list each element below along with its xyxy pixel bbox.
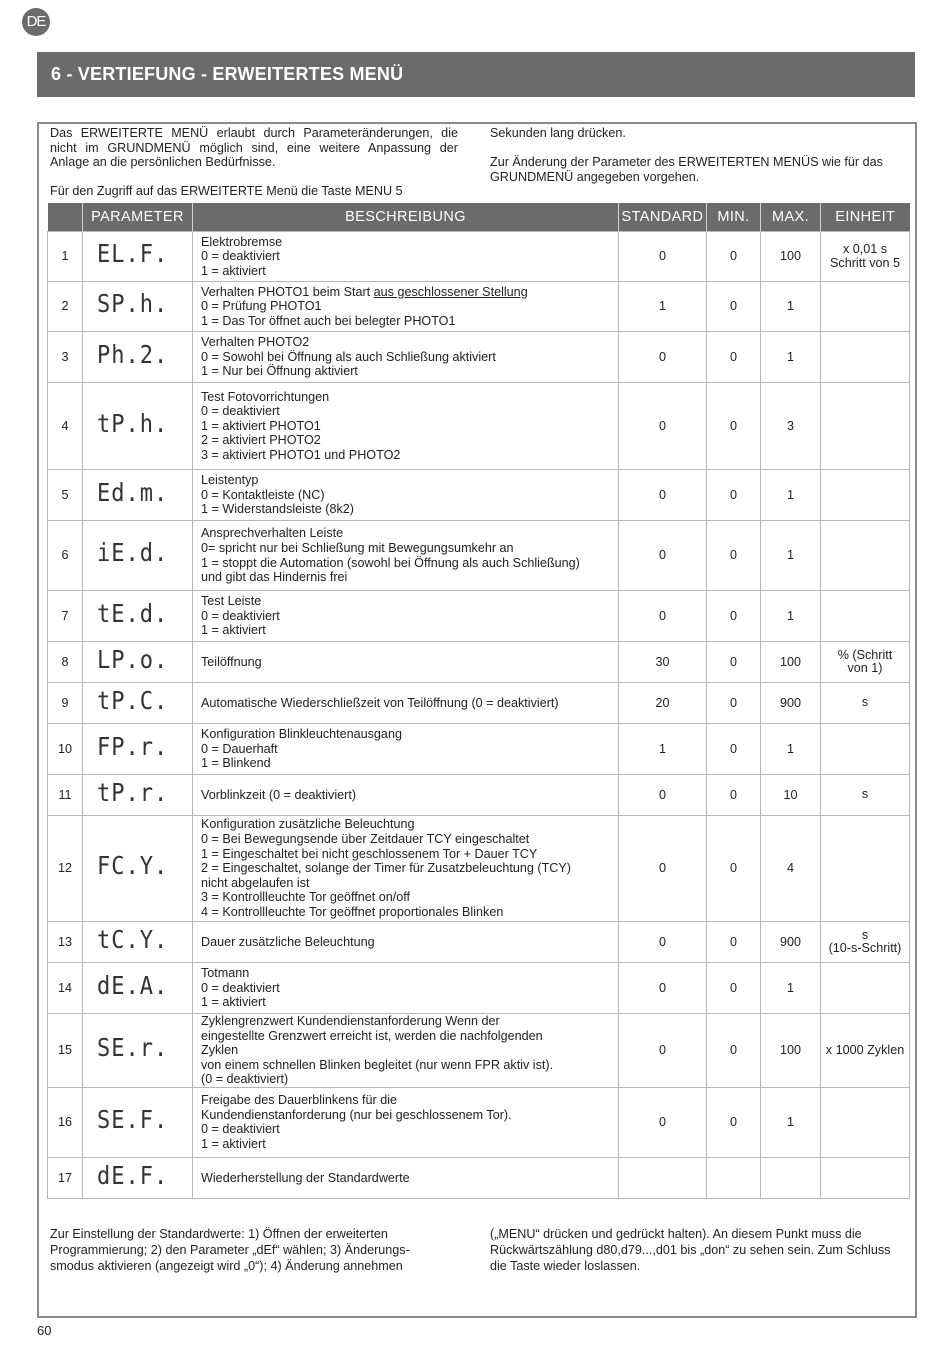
standard-value: 1: [619, 282, 707, 332]
parameter-code: [83, 591, 193, 642]
row-number: 6: [48, 521, 83, 591]
parameter-code-text: FC.Y.: [97, 852, 169, 881]
standard-value: 0: [619, 775, 707, 816]
row-number: 9: [48, 683, 83, 724]
description-line: Teilöffnung: [201, 654, 262, 669]
standard-value: 0: [619, 1087, 707, 1157]
unit-line: s: [861, 787, 869, 802]
max-value: 1: [761, 963, 821, 1014]
parameter-code: [83, 332, 193, 383]
min-value: 0: [707, 816, 761, 922]
row-number: 1: [48, 232, 83, 282]
unit-line: x 0,01 s: [842, 242, 888, 256]
parameter-code-text: FP.r.: [97, 732, 169, 762]
parameter-code-text: tC.Y.: [97, 925, 169, 955]
unit-line: s: [861, 695, 869, 710]
row-number: 15: [48, 1014, 83, 1088]
parameter-description: [193, 1157, 619, 1198]
section-title: 6 - VERTIEFUNG - ERWEITERTES MENÜ: [51, 64, 404, 84]
description-line: Verhalten PHOTO1 beim Start aus geschlossener Stellung: [201, 284, 528, 299]
parameter-description: [193, 642, 619, 683]
parameter-code-text: iE.d.: [97, 539, 169, 568]
description-line: 1 = aktiviert PHOTO1: [201, 418, 321, 433]
header-standard: STANDARD: [619, 203, 707, 232]
parameter-code: [83, 521, 193, 591]
table-row: [48, 282, 910, 332]
parameter-code: [83, 724, 193, 775]
table-row: [48, 775, 910, 816]
min-value: 0: [707, 1014, 761, 1088]
max-value: 100: [761, 1014, 821, 1088]
table-row: [48, 383, 910, 470]
max-value: 4: [761, 816, 821, 922]
language-badge: DE: [22, 8, 50, 36]
description-line: 0 = deaktiviert: [201, 980, 280, 995]
min-value: 0: [707, 922, 761, 963]
standard-value: 0: [619, 1014, 707, 1088]
table-row: [48, 724, 910, 775]
max-value: 1: [761, 470, 821, 521]
max-value: 100: [761, 642, 821, 683]
max-value: [761, 1157, 821, 1198]
standard-value: 1: [619, 724, 707, 775]
unit-line: Schritt von 5: [830, 255, 900, 270]
description-line: 3 = Kontrollleuchte Tor geöffnet on/off: [201, 890, 411, 905]
standard-value: 20: [619, 683, 707, 724]
unit-value: [821, 816, 910, 922]
parameter-code-text: tP.C.: [97, 686, 169, 716]
description-line: Zyklen: [201, 1043, 239, 1058]
parameter-code-text: dE.A.: [97, 971, 169, 1001]
min-value: 0: [707, 332, 761, 383]
header-min: MIN.: [707, 203, 761, 232]
max-value: 1: [761, 1087, 821, 1157]
table-row: [48, 232, 910, 282]
description-line: Test Fotovorrichtungen: [201, 389, 330, 404]
max-value: 1: [761, 332, 821, 383]
unit-value: [821, 282, 910, 332]
description-line: 1 = aktiviert: [201, 263, 266, 278]
parameter-description: [193, 775, 619, 816]
standard-value: 0: [619, 332, 707, 383]
parameter-code-text: dE.F.: [97, 1161, 169, 1191]
description-line: 1 = Blinkend: [201, 756, 271, 771]
parameter-description: [193, 521, 619, 591]
min-value: 0: [707, 470, 761, 521]
parameter-description: [193, 470, 619, 521]
parameter-code: [83, 922, 193, 963]
header-unit: EINHEIT: [821, 203, 910, 232]
parameter-code-text: SE.F.: [97, 1106, 169, 1135]
parameter-code-text: EL.F.: [97, 240, 169, 269]
unit-value: [821, 383, 910, 470]
outro-paragraph: Zur Einstellung der Standardwerte: 1) Öffnen der erweiterten Programmierung; 2) den Parameter „dEf“ wählen; 3) Änderungs-smodus aktivieren (angezeigt wird „0“); 4) Änderung annehmen: [50, 1227, 410, 1273]
description-line: 0= spricht nur bei Schließung mit Bewegungsumkehr an: [201, 540, 514, 555]
parameter-description: [193, 1087, 619, 1157]
parameter-code: [83, 683, 193, 724]
description-line: von einem schnellen Blinken begleitet (nur wenn FPR aktiv ist).: [201, 1057, 554, 1072]
description-line: 1 = Das Tor öffnet auch bei belegter PHOTO1: [201, 313, 456, 328]
description-line: Leistentyp: [201, 473, 259, 488]
max-value: 900: [761, 683, 821, 724]
row-number: 3: [48, 332, 83, 383]
parameter-description: [193, 963, 619, 1014]
min-value: 0: [707, 591, 761, 642]
min-value: 0: [707, 521, 761, 591]
table-row: [48, 521, 910, 591]
outro-left-column: [50, 1226, 450, 1274]
unit-value: [821, 470, 910, 521]
parameter-description: [193, 816, 619, 922]
description-line: 1 = Eingeschaltet bei nicht geschlossenem Tor + Dauer TCY: [201, 846, 538, 861]
description-line: Konfiguration zusätzliche Beleuchtung: [201, 817, 415, 832]
header-max: MAX.: [761, 203, 821, 232]
min-value: 0: [707, 724, 761, 775]
description-line: Totmann: [201, 966, 250, 981]
unit-value: [821, 521, 910, 591]
unit-line: (10-s-Schritt): [828, 941, 902, 955]
unit-value: [821, 232, 910, 282]
row-number: 17: [48, 1157, 83, 1198]
description-line: Wiederherstellung der Standardwerte: [201, 1170, 410, 1185]
unit-value: [821, 724, 910, 775]
description-line: Ansprechverhalten Leiste: [201, 526, 344, 541]
description-line: 1 = aktiviert: [201, 1137, 266, 1152]
unit-value: [821, 922, 910, 963]
table-row: [48, 922, 910, 963]
table-row: [48, 1157, 910, 1198]
parameter-table: [47, 203, 910, 1199]
row-number: 16: [48, 1087, 83, 1157]
description-line: 1 = Widerstandsleiste (8k2): [201, 502, 354, 517]
table-row: [48, 1087, 910, 1157]
table-row: [48, 332, 910, 383]
parameter-description: [193, 922, 619, 963]
row-number: 2: [48, 282, 83, 332]
header-number: [48, 203, 83, 232]
description-line: 0 = Kontaktleiste (NC): [201, 487, 325, 502]
parameter-code: [83, 282, 193, 332]
unit-line: von 1): [847, 661, 883, 675]
parameter-code: [83, 1087, 193, 1157]
parameter-code-text: SP.h.: [97, 290, 169, 319]
standard-value: 0: [619, 232, 707, 282]
unit-line: s: [861, 927, 869, 942]
parameter-code: [83, 470, 193, 521]
max-value: 1: [761, 282, 821, 332]
description-line: 1 = aktiviert: [201, 995, 266, 1010]
description-line: (0 = deaktiviert): [201, 1072, 289, 1087]
row-number: 10: [48, 724, 83, 775]
description-line: 0 = deaktiviert: [201, 249, 280, 264]
parameter-code: [83, 232, 193, 282]
header-parameter: PARAMETER: [83, 203, 193, 232]
standard-value: 0: [619, 591, 707, 642]
table-row: [48, 683, 910, 724]
section-title-bar: [37, 52, 915, 97]
row-number: 5: [48, 470, 83, 521]
intro-left-column: [50, 126, 458, 214]
max-value: 1: [761, 724, 821, 775]
description-line: Dauer zusätzliche Beleuchtung: [201, 934, 375, 949]
unit-value: [821, 1087, 910, 1157]
description-line: 4 = Kontrollleuchte Tor geöffnet proportionales Blinken: [201, 904, 504, 919]
standard-value: 0: [619, 922, 707, 963]
unit-value: [821, 963, 910, 1014]
description-line: 3 = aktiviert PHOTO1 und PHOTO2: [201, 447, 401, 462]
table-row: [48, 642, 910, 683]
description-line: nicht abgelaufen ist: [201, 875, 310, 890]
description-line: 0 = Sowohl bei Öffnung als auch Schließung aktiviert: [201, 349, 496, 364]
unit-value: [821, 775, 910, 816]
parameter-code: [83, 816, 193, 922]
description-line: 1 = aktiviert: [201, 623, 266, 638]
description-line: Zyklengrenzwert Kundendienstanforderung Wenn der: [201, 1014, 500, 1028]
description-line: Test Leiste: [201, 594, 262, 609]
row-number: 13: [48, 922, 83, 963]
description-line: Konfiguration Blinkleuchtenausgang: [201, 727, 402, 742]
parameter-code-text: tP.h.: [97, 409, 169, 439]
page-number: 60: [37, 1323, 52, 1338]
description-line: 0 = Bei Bewegungsende über Zeitdauer TCY eingeschaltet: [201, 832, 530, 847]
standard-value: 0: [619, 383, 707, 470]
intro-paragraph: Zur Änderung der Parameter des ERWEITERTEN MENÜS wie für das GRUNDMENÜ angegeben vorgehen.: [490, 155, 883, 184]
outro-right-column: [490, 1226, 902, 1274]
standard-value: [619, 1157, 707, 1198]
parameter-code: [83, 1157, 193, 1198]
parameter-code: [83, 1014, 193, 1088]
unit-line: x 1000 Zyklen: [825, 1042, 905, 1057]
row-number: 12: [48, 816, 83, 922]
min-value: 0: [707, 383, 761, 470]
row-number: 8: [48, 642, 83, 683]
parameter-code: [83, 383, 193, 470]
standard-value: 30: [619, 642, 707, 683]
unit-value: [821, 591, 910, 642]
parameter-code-text: tP.r.: [97, 778, 169, 808]
parameter-description: [193, 591, 619, 642]
standard-value: 0: [619, 470, 707, 521]
max-value: 900: [761, 922, 821, 963]
unit-value: [821, 683, 910, 724]
parameter-description: [193, 232, 619, 282]
intro-paragraph: Für den Zugriff auf das ERWEITERTE Menü die Taste MENU 5: [50, 184, 403, 199]
row-number: 7: [48, 591, 83, 642]
description-line: Verhalten PHOTO2: [201, 335, 310, 350]
parameter-code-text: SE.r.: [97, 1034, 169, 1063]
parameter-code-text: Ed.m.: [97, 478, 169, 508]
unit-value: [821, 332, 910, 383]
unit-line: % (Schritt: [837, 647, 893, 662]
description-line: 0 = deaktiviert: [201, 404, 280, 419]
row-number: 11: [48, 775, 83, 816]
min-value: 0: [707, 775, 761, 816]
description-line: Freigabe des Dauerblinkens für die: [201, 1093, 398, 1108]
min-value: 0: [707, 232, 761, 282]
description-line: 0 = Dauerhaft: [201, 741, 278, 756]
parameter-description: [193, 332, 619, 383]
table-row: [48, 816, 910, 922]
description-line: Kundendienstanforderung (nur bei geschlossenem Tor).: [201, 1107, 512, 1122]
table-row: [48, 1014, 910, 1088]
description-line: eingestellte Grenzwert erreicht ist, werden die nachfolgenden: [201, 1028, 543, 1043]
min-value: 0: [707, 642, 761, 683]
description-line: Elektrobremse: [201, 234, 283, 249]
intro-paragraph: Sekunden lang drücken.: [490, 126, 626, 140]
max-value: 10: [761, 775, 821, 816]
unit-value: [821, 642, 910, 683]
header-description: BESCHREIBUNG: [193, 203, 619, 232]
max-value: 1: [761, 591, 821, 642]
max-value: 1: [761, 521, 821, 591]
row-number: 4: [48, 383, 83, 470]
table-header-row: [48, 203, 910, 232]
parameter-code-text: Ph.2.: [97, 340, 169, 370]
parameter-code-text: tE.d.: [97, 599, 169, 629]
table-row: [48, 963, 910, 1014]
parameter-description: [193, 1014, 619, 1088]
parameter-description: [193, 724, 619, 775]
standard-value: 0: [619, 963, 707, 1014]
description-line: und gibt das Hindernis frei: [201, 570, 348, 585]
intro-right-column: [490, 126, 902, 199]
description-line: Vorblinkzeit (0 = deaktiviert): [201, 787, 357, 802]
outro-paragraph: („MENU“ drücken und gedrückt halten). An diesem Punkt muss die Rückwärtszählung d80,d79...,d01 bis „don“ zu sehen sein. Zum Schluss die Taste wieder loslassen.: [490, 1227, 891, 1273]
parameter-code: [83, 963, 193, 1014]
min-value: 0: [707, 963, 761, 1014]
min-value: 0: [707, 683, 761, 724]
unit-value: [821, 1157, 910, 1198]
description-line: 0 = Prüfung PHOTO1: [201, 299, 322, 314]
unit-value: [821, 1014, 910, 1088]
parameter-code-text: LP.o.: [97, 645, 169, 675]
min-value: [707, 1157, 761, 1198]
description-line: 2 = Eingeschaltet, solange der Timer für Zusatzbeleuchtung (TCY): [201, 861, 571, 876]
description-line: 1 = stoppt die Automation (sowohl bei Öffnung als auch Schließung): [201, 555, 580, 570]
min-value: 0: [707, 282, 761, 332]
parameter-description: [193, 282, 619, 332]
parameter-code: [83, 775, 193, 816]
parameter-description: [193, 683, 619, 724]
max-value: 3: [761, 383, 821, 470]
min-value: 0: [707, 1087, 761, 1157]
intro-paragraph: Das ERWEITERTE MENÜ erlaubt durch Parameteränderungen, die nicht im GRUNDMENÜ möglich sind, eine weitere Anpassung der Anlage an die persönlichen Bedürfnisse.: [50, 126, 458, 170]
standard-value: 0: [619, 816, 707, 922]
standard-value: 0: [619, 521, 707, 591]
max-value: 100: [761, 232, 821, 282]
row-number: 14: [48, 963, 83, 1014]
description-line: Automatische Wiederschließzeit von Teilöffnung (0 = deaktiviert): [201, 695, 559, 710]
description-line: 0 = deaktiviert: [201, 1122, 280, 1137]
parameter-description: [193, 383, 619, 470]
description-line: 2 = aktiviert PHOTO2: [201, 433, 321, 448]
parameter-code: [83, 642, 193, 683]
table-row: [48, 591, 910, 642]
description-line: 1 = Nur bei Öffnung aktiviert: [201, 364, 358, 379]
table-row: [48, 470, 910, 521]
description-line: 0 = deaktiviert: [201, 608, 280, 623]
